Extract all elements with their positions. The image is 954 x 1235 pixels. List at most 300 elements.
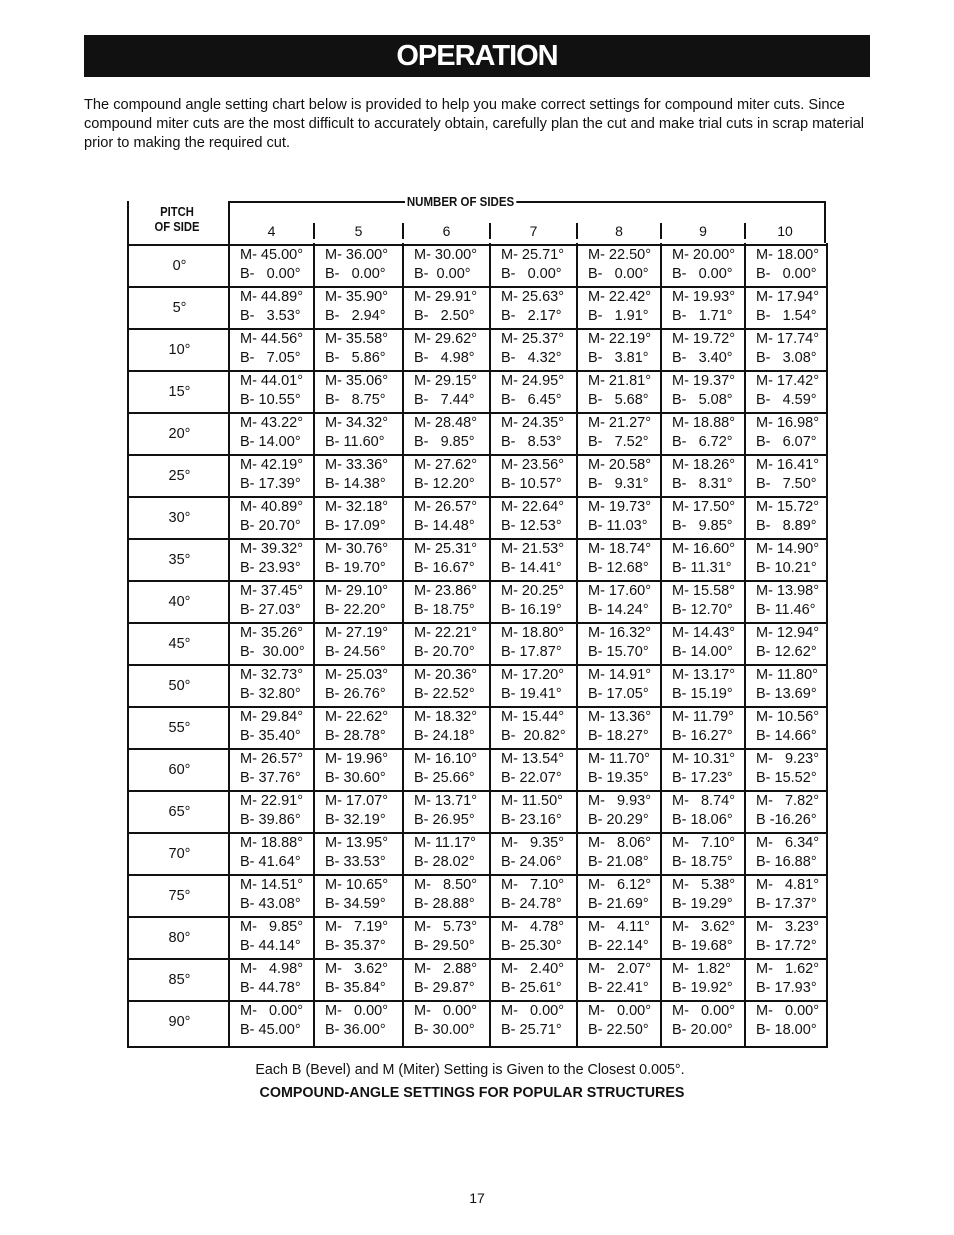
miter-value: M- 28.48° [414, 415, 478, 431]
setting-cell [748, 918, 826, 958]
bevel-value: B- 3.08° [756, 350, 817, 366]
miter-value: M- 24.35° [501, 415, 565, 431]
miter-value: M- 10.65° [325, 877, 389, 893]
bevel-value: B- 14.00° [240, 434, 301, 450]
sides-header-separator [489, 223, 491, 239]
pitch-cell: 5° [172, 300, 187, 316]
bevel-value: B- 8.31° [672, 476, 733, 492]
pitch-cell: 0° [172, 258, 187, 274]
miter-value: M- 14.51° [240, 877, 304, 893]
bevel-value: B- 22.14° [588, 938, 649, 954]
setting-cell [580, 750, 662, 790]
bevel-value: B- 10.57° [501, 476, 562, 492]
miter-value: M- 0.00° [414, 1003, 478, 1019]
miter-value: M- 25.37° [501, 331, 565, 347]
miter-value: M- 22.19° [588, 331, 652, 347]
setting-cell [493, 792, 578, 832]
table-row [129, 790, 826, 832]
bevel-value: B- 17.93° [756, 980, 817, 996]
sides-header-8: 8 [615, 223, 623, 239]
bevel-value: B- 12.53° [501, 518, 562, 534]
miter-value: M- 21.53° [501, 541, 565, 557]
bevel-value: B- 0.00° [756, 266, 817, 282]
bevel-value: B- 19.68° [672, 938, 733, 954]
pitch-cell: 10° [168, 342, 191, 358]
setting-cell [664, 876, 746, 916]
setting-cell [493, 750, 578, 790]
miter-value: M- 9.35° [501, 835, 565, 851]
miter-value: M- 30.00° [414, 247, 478, 263]
miter-value: M- 19.73° [588, 499, 652, 515]
miter-value: M- 25.63° [501, 289, 565, 305]
bevel-value: B- 16.27° [672, 728, 733, 744]
setting-cell [580, 666, 662, 706]
miter-value: M- 40.89° [240, 499, 304, 515]
table-row [129, 244, 826, 286]
setting-cell [232, 456, 315, 496]
bevel-value: B- 32.19° [325, 812, 386, 828]
bevel-value: B- 17.37° [756, 896, 817, 912]
miter-value: M- 25.31° [414, 541, 478, 557]
setting-cell [580, 414, 662, 454]
bevel-value: B- 11.03° [588, 518, 648, 534]
bevel-value: B- 0.00° [325, 266, 386, 282]
setting-cell [664, 372, 746, 412]
miter-value: M- 15.58° [672, 583, 736, 599]
miter-value: M- 42.19° [240, 457, 304, 473]
setting-cell [317, 414, 404, 454]
miter-value: M- 15.44° [501, 709, 565, 725]
setting-cell [406, 540, 491, 580]
miter-value: M- 8.06° [588, 835, 652, 851]
setting-cell [232, 666, 315, 706]
setting-cell [317, 288, 404, 328]
pitch-cell: 70° [168, 846, 191, 862]
bevel-value: B- 9.85° [672, 518, 733, 534]
bevel-value: B- 23.93° [240, 560, 301, 576]
miter-value: M- 19.96° [325, 751, 389, 767]
bevel-value: B- 8.53° [501, 434, 562, 450]
header-left-border [127, 201, 129, 243]
column-divider [313, 243, 315, 1048]
bevel-value: B- 17.72° [756, 938, 817, 954]
bevel-value: B- 16.88° [756, 854, 817, 870]
table-row [129, 412, 826, 454]
miter-value: M- 23.86° [414, 583, 478, 599]
bevel-value: B- 3.53° [240, 308, 301, 324]
bevel-value: B- 0.00° [240, 266, 301, 282]
setting-cell [748, 372, 826, 412]
setting-cell [317, 582, 404, 622]
bevel-value: B- 12.70° [672, 602, 733, 618]
bevel-value: B- 18.27° [588, 728, 649, 744]
bevel-value: B- 37.76° [240, 770, 301, 786]
setting-cell [748, 708, 826, 748]
bevel-value: B- 29.87° [414, 980, 475, 996]
bevel-value: B- 26.76° [325, 686, 386, 702]
bevel-value: B- 5.08° [672, 392, 733, 408]
miter-value: M- 29.84° [240, 709, 304, 725]
setting-cell [493, 414, 578, 454]
miter-value: M- 44.89° [240, 289, 304, 305]
bevel-value: B- 12.62° [756, 644, 817, 660]
bevel-value: B- 3.81° [588, 350, 649, 366]
miter-value: M- 19.72° [672, 331, 736, 347]
bevel-value: B- 11.60° [325, 434, 385, 450]
miter-value: M- 13.54° [501, 751, 565, 767]
bevel-value: B- 25.61° [501, 980, 562, 996]
miter-value: M- 0.00° [240, 1003, 304, 1019]
setting-cell [664, 834, 746, 874]
setting-cell [580, 918, 662, 958]
setting-cell [493, 246, 578, 286]
setting-cell [748, 414, 826, 454]
setting-cell [406, 330, 491, 370]
bevel-value: B- 17.87° [501, 644, 562, 660]
table-row [129, 958, 826, 1000]
bevel-value: B- 20.29° [588, 812, 649, 828]
bevel-value: B- 18.06° [672, 812, 733, 828]
miter-value: M- 44.56° [240, 331, 304, 347]
bevel-value: B- 13.69° [756, 686, 817, 702]
setting-cell [232, 624, 315, 664]
miter-value: M- 16.10° [414, 751, 478, 767]
setting-cell [748, 624, 826, 664]
miter-value: M- 39.32° [240, 541, 304, 557]
header-rule [228, 201, 825, 203]
table-row [129, 538, 826, 580]
setting-cell [232, 288, 315, 328]
setting-cell [232, 960, 315, 1000]
bevel-value: B- 17.39° [240, 476, 301, 492]
setting-cell [664, 792, 746, 832]
column-divider [660, 243, 662, 1048]
pitch-cell: 75° [168, 888, 191, 904]
miter-value: M- 19.37° [672, 373, 736, 389]
bevel-value: B- 14.38° [325, 476, 386, 492]
setting-cell [232, 372, 315, 412]
miter-value: M- 18.26° [672, 457, 736, 473]
bevel-value: B- 14.41° [501, 560, 562, 576]
bevel-value: B- 28.78° [325, 728, 386, 744]
miter-value: M- 2.40° [501, 961, 565, 977]
miter-value: M- 9.93° [588, 793, 652, 809]
miter-value: M- 7.10° [672, 835, 736, 851]
table-row [129, 1000, 826, 1042]
setting-cell [493, 330, 578, 370]
miter-value: M- 45.00° [240, 247, 304, 263]
setting-cell [406, 372, 491, 412]
setting-cell [232, 792, 315, 832]
miter-value: M- 23.56° [501, 457, 565, 473]
miter-value: M- 20.58° [588, 457, 652, 473]
setting-cell [406, 708, 491, 748]
setting-cell [406, 960, 491, 1000]
setting-cell [232, 834, 315, 874]
miter-value: M- 8.74° [672, 793, 736, 809]
setting-cell [493, 834, 578, 874]
miter-value: M- 29.15° [414, 373, 478, 389]
miter-value: M- 22.50° [588, 247, 652, 263]
setting-cell [664, 414, 746, 454]
bevel-value: B- 22.52° [414, 686, 475, 702]
setting-cell [493, 498, 578, 538]
miter-value: M- 20.25° [501, 583, 565, 599]
setting-cell [664, 330, 746, 370]
sides-header-6: 6 [442, 223, 451, 239]
miter-value: M- 20.00° [672, 247, 736, 263]
column-divider [489, 243, 491, 1048]
miter-value: M- 10.31° [672, 751, 736, 767]
bevel-value: B- 20.70° [414, 644, 475, 660]
setting-cell [493, 918, 578, 958]
setting-cell [664, 456, 746, 496]
table-row [129, 664, 826, 706]
bevel-value: B- 0.00° [414, 266, 471, 282]
bevel-value: B- 0.00° [501, 266, 562, 282]
bevel-value: B- 44.78° [240, 980, 301, 996]
bevel-value: B- 8.89° [756, 518, 817, 534]
precision-note [0, 1062, 954, 1078]
bevel-value: B- 1.54° [756, 308, 817, 324]
setting-cell [580, 582, 662, 622]
miter-value: M- 29.10° [325, 583, 389, 599]
setting-cell [664, 918, 746, 958]
miter-value: M- 11.80° [756, 667, 818, 683]
setting-cell [406, 246, 491, 286]
miter-value: M- 1.82° [672, 961, 731, 977]
bevel-value: B- 7.52° [588, 434, 649, 450]
miter-value: M- 25.03° [325, 667, 389, 683]
bevel-value: B- 25.66° [414, 770, 475, 786]
miter-value: M- 22.62° [325, 709, 389, 725]
sides-header-7: 7 [529, 223, 538, 239]
page-number: 17 [469, 1190, 485, 1206]
pitch-cell: 80° [168, 930, 191, 946]
miter-value: M- 18.32° [414, 709, 478, 725]
miter-value: M- 4.78° [501, 919, 565, 935]
bevel-value: B- 7.05° [240, 350, 301, 366]
bevel-value: B- 4.32° [501, 350, 562, 366]
pitch-cell: 35° [168, 552, 191, 568]
miter-value: M- 21.27° [588, 415, 652, 431]
setting-cell [493, 1002, 578, 1042]
bevel-value: B- 17.23° [672, 770, 733, 786]
miter-value: M- 22.42° [588, 289, 652, 305]
table-row [129, 580, 826, 622]
bevel-value: B- 2.50° [414, 308, 475, 324]
bevel-value: B- 2.94° [325, 308, 386, 324]
bevel-value: B- 22.07° [501, 770, 562, 786]
miter-value: M- 17.07° [325, 793, 389, 809]
sides-header-4: 4 [267, 223, 276, 239]
miter-value: M- 5.38° [672, 877, 736, 893]
miter-value: M- 35.90° [325, 289, 389, 305]
miter-value: M- 36.00° [325, 247, 389, 263]
miter-value: M- 26.57° [240, 751, 304, 767]
pitch-cell: 85° [168, 972, 191, 988]
bevel-value: B- 28.02° [414, 854, 475, 870]
miter-value: M- 24.95° [501, 373, 565, 389]
miter-value: M- 17.50° [672, 499, 736, 515]
column-divider [576, 243, 578, 1048]
bevel-value: B- 2.17° [501, 308, 562, 324]
setting-cell [664, 1002, 746, 1042]
setting-cell [664, 750, 746, 790]
miter-value: M- 13.98° [756, 583, 820, 599]
sides-header-separator [660, 223, 662, 239]
setting-cell [317, 750, 404, 790]
setting-cell [317, 708, 404, 748]
setting-cell [317, 540, 404, 580]
miter-value: M- 2.07° [588, 961, 652, 977]
miter-value: M- 16.60° [672, 541, 736, 557]
miter-value: M- 4.81° [756, 877, 820, 893]
bevel-value: B- 7.44° [414, 392, 475, 408]
setting-cell [317, 960, 404, 1000]
setting-cell [232, 750, 315, 790]
bevel-value: B- 6.72° [672, 434, 733, 450]
miter-value: M- 9.85° [240, 919, 304, 935]
setting-cell [493, 456, 578, 496]
bevel-value: B- 0.00° [588, 266, 649, 282]
setting-cell [232, 918, 315, 958]
miter-value: M- 19.93° [672, 289, 736, 305]
bevel-value: B- 25.30° [501, 938, 562, 954]
bevel-value: B- 26.95° [414, 812, 475, 828]
pitch-cell: 25° [168, 468, 191, 484]
miter-value: M- 11.79° [672, 709, 734, 725]
setting-cell [232, 414, 315, 454]
setting-cell [664, 708, 746, 748]
pitch-cell: 90° [168, 1014, 191, 1030]
bevel-value: B- 19.41° [501, 686, 562, 702]
bevel-value: B- 6.45° [501, 392, 562, 408]
bevel-value: B- 45.00° [240, 1022, 301, 1038]
setting-cell [748, 750, 826, 790]
miter-value: M- 25.71° [501, 247, 565, 263]
miter-value: M- 6.34° [756, 835, 820, 851]
miter-value: M- 4.98° [240, 961, 304, 977]
bevel-value: B- 22.41° [588, 980, 649, 996]
table-row [129, 748, 826, 790]
miter-value: M- 10.56° [756, 709, 820, 725]
miter-value: M- 7.82° [756, 793, 820, 809]
bevel-value: B- 4.59° [756, 392, 817, 408]
setting-cell [493, 582, 578, 622]
bevel-value: B- 10.55° [240, 392, 301, 408]
bevel-value: B- 36.00° [325, 1022, 386, 1038]
miter-value: M- 18.88° [672, 415, 736, 431]
miter-value: M- 29.62° [414, 331, 478, 347]
miter-value: M- 3.23° [756, 919, 820, 935]
bevel-value: B- 18.75° [414, 602, 475, 618]
setting-cell [580, 624, 662, 664]
miter-value: M- 22.64° [501, 499, 565, 515]
chart-caption [0, 1085, 954, 1101]
miter-value: M- 11.50° [501, 793, 563, 809]
setting-cell [493, 876, 578, 916]
miter-value: M- 16.41° [756, 457, 820, 473]
bevel-value: B- 14.24° [588, 602, 649, 618]
setting-cell [493, 960, 578, 1000]
bevel-value: B- 14.00° [672, 644, 733, 660]
setting-cell [748, 792, 826, 832]
setting-cell [664, 498, 746, 538]
setting-cell [580, 1002, 662, 1042]
table-row [129, 496, 826, 538]
miter-value: M- 35.58° [325, 331, 389, 347]
bevel-value: B- 12.68° [588, 560, 649, 576]
setting-cell [317, 1002, 404, 1042]
sides-header-separator [744, 223, 746, 239]
setting-cell [580, 456, 662, 496]
bevel-value: B- 20.82° [501, 728, 566, 744]
chart-caption-text: COMPOUND-ANGLE SETTINGS FOR POPULAR STRUCTURES [259, 1085, 685, 1101]
setting-cell [317, 330, 404, 370]
bevel-value: B- 16.67° [414, 560, 475, 576]
sides-header-10: 10 [777, 223, 793, 239]
bevel-value: B- 15.52° [756, 770, 817, 786]
miter-value: M- 17.74° [756, 331, 820, 347]
bevel-value: B- 34.59° [325, 896, 386, 912]
bevel-value: B- 28.88° [414, 896, 475, 912]
bevel-value: B- 27.03° [240, 602, 301, 618]
bevel-value: B- 22.20° [325, 602, 386, 618]
setting-cell [406, 1002, 491, 1042]
setting-cell [232, 246, 315, 286]
setting-cell [317, 246, 404, 286]
miter-value: M- 18.74° [588, 541, 652, 557]
table-row [129, 916, 826, 958]
bevel-value: B- 30.60° [325, 770, 386, 786]
setting-cell [317, 792, 404, 832]
setting-cell [406, 750, 491, 790]
setting-cell [406, 498, 491, 538]
miter-value: M- 21.81° [588, 373, 652, 389]
chart-grid [127, 243, 828, 1048]
setting-cell [748, 540, 826, 580]
bevel-value: B- 9.31° [588, 476, 649, 492]
setting-cell [406, 456, 491, 496]
bevel-value: B- 12.20° [414, 476, 475, 492]
miter-value: M- 13.71° [414, 793, 478, 809]
miter-value: M- 22.21° [414, 625, 478, 641]
precision-note-text: Each B (Bevel) and M (Miter) Setting is Given to the Closest 0.005°. [255, 1062, 685, 1078]
bevel-value: B- 18.00° [756, 1022, 817, 1038]
table-row [129, 622, 826, 664]
bevel-value: B- 11.46° [756, 602, 816, 618]
miter-value: M- 37.45° [240, 583, 304, 599]
page-title: OPERATION [396, 40, 558, 72]
miter-value: M- 17.94° [756, 289, 820, 305]
setting-cell [232, 876, 315, 916]
setting-cell [580, 708, 662, 748]
bevel-value: B- 20.00° [672, 1022, 733, 1038]
table-row [129, 328, 826, 370]
sides-header-5: 5 [354, 223, 363, 239]
bevel-value: B- 20.70° [240, 518, 301, 534]
miter-value: M- 7.10° [501, 877, 565, 893]
table-row [129, 454, 826, 496]
bevel-value: B- 15.19° [672, 686, 733, 702]
setting-cell [748, 288, 826, 328]
bevel-value: B- 7.50° [756, 476, 817, 492]
setting-cell [493, 708, 578, 748]
miter-value: M- 3.62° [325, 961, 389, 977]
setting-cell [232, 1002, 315, 1042]
miter-value: M- 18.00° [756, 247, 820, 263]
